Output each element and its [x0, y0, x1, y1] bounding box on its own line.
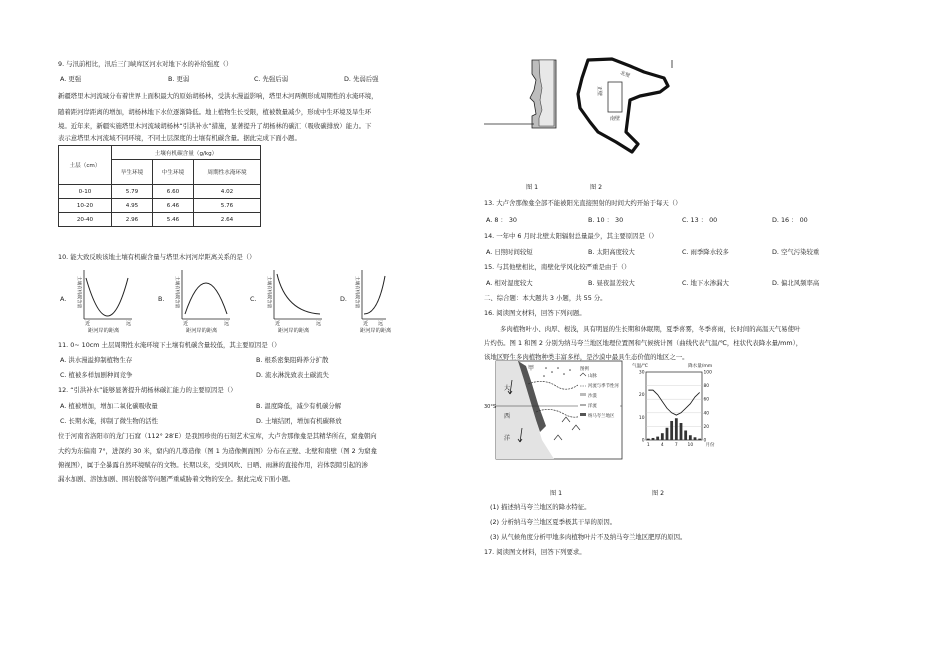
map-ocean-label: 洋 — [504, 435, 511, 442]
q12-option-b: B. 温度降低，减少有机碳分解 — [256, 402, 342, 410]
precipitation-bar — [647, 439, 650, 440]
graph-xaxis-label: 距河岸的距离 — [88, 328, 120, 334]
table-row-header: 土层（cm） — [59, 146, 112, 185]
passage1-line: 境。近年来，新疆实施塔里木河流域胡杨林“引洪补水”措施，显著提升了胡杨林的碳汇（吸收碳排放）能力。下 — [58, 122, 372, 130]
q11-option-b: B. 根系密集阻碍养分扩散 — [256, 356, 329, 364]
statue-profile — [539, 60, 554, 126]
climate-caption: 图 2 — [652, 490, 665, 497]
precipitation-bar — [680, 423, 683, 440]
prec-tick-label: 100 — [703, 370, 712, 376]
q16-para: 多肉植物叶小、肉厚、根浅，具有明显的生长期和休眠期，夏季喜雾，冬季喜雨，长时间的高温天气易使叶 — [500, 325, 801, 333]
q17-stem: 17. 阅读图文材料，回答下列要求。 — [484, 548, 586, 556]
month-tick-label: 1 — [646, 443, 650, 448]
graph-curve-d — [364, 276, 385, 314]
precipitation-bar — [675, 418, 678, 440]
prec-tick-label: 40 — [703, 411, 710, 417]
legend-region-icon — [580, 413, 586, 416]
table-cell: 6.46 — [153, 199, 194, 213]
graph-near-label: 近 — [363, 321, 369, 327]
prec-tick-label: 20 — [703, 424, 710, 430]
south-wall-label: 南壁 — [610, 116, 621, 122]
passage2-line: 俯视图），属于全暴露自然环境赋存的文物。长期以来，受到风吹、日晒、雨淋的直接作用，岩体裂隙引起的渗 — [58, 461, 368, 469]
table-cell: 2.96 — [112, 213, 153, 227]
table-cell: 4.95 — [112, 199, 153, 213]
legend-title: 图例 — [580, 367, 589, 372]
q15-option-d: D. 偏北风频率高 — [772, 279, 820, 287]
q14-option-a: A. 日照时间较短 — [486, 248, 533, 256]
q15-option-b: B. 昼夜温差较大 — [588, 279, 635, 287]
passage1-line: 新疆塔里木河流域分布着世界上面积最大的原始胡杨林，受洪水漫溢影响，塔里木河两侧形成周期性的水淹环境， — [58, 92, 378, 100]
q14-stem: 14. 一年中 6 月时北壁太阳辐射总量最少，其主要原因是（） — [484, 232, 658, 240]
fig2-caption: 图 2 — [590, 184, 603, 191]
legend-item: 河流与季节性河 — [588, 384, 619, 389]
graph-yaxis-label: 土壤有机碳含量 — [174, 276, 179, 309]
precipitation-bar — [661, 433, 664, 440]
month-tick-label: 4 — [660, 443, 664, 448]
graph-xaxis-label: 距河岸的距离 — [360, 328, 392, 334]
q12-option-c: C. 长期水淹，抑制了微生物的活性 — [60, 417, 158, 425]
graph-far-label: 远 — [316, 321, 322, 327]
table-cell: 0-10 — [59, 185, 112, 199]
map-ocean-label: 大 — [504, 385, 511, 392]
map-ocean-label: 西 — [504, 413, 511, 420]
q11-option-c: C. 植被多样加剧种间竞争 — [60, 371, 133, 379]
q16-para: 该地区野生多肉植物种类丰富多样，是沙漠中最具生态价值的地区之一。 — [484, 353, 689, 361]
q13-option-b: B. 10 ： 30 — [588, 216, 624, 224]
precipitation-bar — [694, 437, 697, 440]
q14-option-c: C. 雨季降水较多 — [682, 248, 729, 256]
q12-option-a: A. 植被增加，增加二氧化碳吸收量 — [60, 402, 158, 410]
section-heading: 二、综合题：本大题共 3 小题，共 55 分。 — [484, 294, 607, 302]
graph-near-label: 近 — [275, 321, 281, 327]
precipitation-bar — [689, 435, 692, 440]
q13-stem: 13. 大卢舍那像龛全部不能被阳光直接照射的时间大约开始于每天（） — [484, 199, 682, 207]
statue-side-figure — [484, 58, 564, 128]
q9-option-d: D. 先弱后强 — [344, 75, 379, 83]
graph-near-label: 近 — [85, 321, 91, 327]
table-cell: 6.60 — [153, 185, 194, 199]
graph-far-label: 远 — [126, 321, 132, 327]
graph-curve-c — [277, 274, 320, 314]
graph-near-label: 近 — [183, 321, 189, 327]
month-tick-label: 10 — [687, 443, 694, 448]
prec-axis-label: 降水量/mm — [688, 364, 713, 369]
graph-letter-a: A. — [60, 295, 67, 303]
month-tick-label: 月份 — [705, 443, 715, 448]
table-cell: 10-20 — [59, 199, 112, 213]
north-wall-label: 北壁 — [619, 70, 631, 80]
legend-item: 纳马夸兰地区 — [588, 414, 615, 419]
table-cell: 5.79 — [112, 185, 153, 199]
table-group-header: 土壤有机碳含量（g/kg） — [112, 146, 261, 160]
q15-option-c: C. 地下水渗漏大 — [682, 279, 729, 287]
temp-tick-label: 10 — [638, 415, 645, 421]
precipitation-bar — [652, 438, 655, 440]
table-column-header: 周期性水淹环境 — [194, 160, 261, 185]
graph-curve-b — [185, 283, 227, 314]
q15-stem: 15. 与其他壁相比，南壁化学风化较严重是由于（） — [484, 263, 631, 271]
table-row — [59, 199, 261, 213]
q16-sub-2: (2) 分析纳马夸兰地区夏季极其干旱的原因。 — [490, 518, 617, 526]
soil-carbon-table — [58, 145, 261, 227]
precipitation-bar — [666, 428, 669, 440]
graph-far-label: 远 — [378, 321, 384, 327]
q12-stem: 12. “引洪补水”能够显著提升胡杨林碳汇能力的主要原因是（） — [58, 386, 237, 394]
q9-option-b: B. 更弱 — [168, 75, 190, 83]
graph-yaxis-label: 土壤有机碳含量 — [76, 276, 81, 309]
graph-letter-c: C. — [250, 295, 257, 303]
map-caption: 图 1 — [550, 490, 563, 497]
q9-option-a: A. 更强 — [60, 75, 82, 83]
q11-stem: 11. 0~ 10cm 土层周期性水淹环境下土壤有机碳含量较低，其主要原因是（） — [58, 341, 281, 349]
map-location-label: 甲 — [528, 365, 535, 372]
legend-item: 沙漠 — [588, 394, 597, 399]
passage1-line: 表示意塔里木河流域不同环境，不同土层深度的土壤有机碳含量。据此完成下面小题。 — [58, 134, 301, 142]
graph-letter-d: D. — [340, 295, 347, 303]
graph-yaxis-label: 土壤有机碳含量 — [266, 276, 271, 309]
table-column-header: 旱生环境 — [112, 160, 153, 185]
table-cell: 4.02 — [194, 185, 261, 199]
precipitation-bar — [698, 439, 701, 440]
q14-option-b: B. 太阳高度较大 — [588, 248, 635, 256]
table-cell: 20-40 — [59, 213, 112, 227]
precipitation-bar — [656, 437, 659, 440]
q16-sub-1: (1) 描述纳马夸兰地区的降水特征。 — [490, 503, 591, 511]
table-cell: 5.46 — [153, 213, 194, 227]
q9-option-c: C. 先强后弱 — [254, 75, 289, 83]
temp-tick-label: 20 — [638, 393, 645, 399]
q16-stem: 16. 阅读图文材料，回答下列问题。 — [484, 309, 586, 317]
q14-option-d: D. 空气污染较重 — [772, 248, 820, 256]
namaqualand-map — [484, 360, 624, 482]
passage1-line: 随着距河岸距离的增加，胡杨林地下水位逐渐降低。地上植物生长受限，植被数量减少，形成中生环境及旱生环 — [58, 108, 372, 116]
passage2-line: 位于河南省洛阳市的龙门石窟（112° 28′E）是我国珍贵的石刻艺术宝库，大卢舍那像龛是其精华所在，窟龛朝向 — [58, 432, 377, 440]
q12-option-d: D. 土壤结团，增加有机碳释放 — [256, 417, 342, 425]
chart-plot-area — [646, 372, 702, 440]
graph-curve-a — [86, 278, 128, 316]
q13-option-d: D. 16 ： 00 — [772, 216, 808, 224]
latitude-label: 30°S — [484, 404, 497, 410]
q11-option-a: A. 洪水漫溢抑制植物生存 — [60, 356, 133, 364]
graph-xaxis-label: 距河岸的距离 — [186, 328, 218, 334]
q16-para: 片灼伤。图 1 和图 2 分别为纳马夸兰地区地理位置图和气候统计图（曲线代表气温/℃，柱状代表降水量/mm）， — [484, 339, 803, 347]
table-row — [59, 213, 261, 227]
q11-option-d: D. 流水淋洗致表土碳流失 — [256, 371, 329, 379]
passage2-line: 大约为东偏南 7°，进深约 30 米，窟内的几尊造像（图 1 为造像侧面图）分布在正壁、北壁和南壁（图 2 为窟龛 — [58, 447, 377, 455]
q10-stem: 10. 能大致反映该地土壤有机碳含量与塔里木河河岸距离关系的是（） — [58, 253, 256, 261]
legend-item: 山脉 — [588, 374, 597, 379]
legend-item: 洋流 — [588, 404, 597, 409]
q16-sub-3: (3) 从气候角度分析甲地多肉植物叶片不及纳马夸兰地区肥厚的原因。 — [490, 533, 687, 541]
temp-axis-label: 气温/℃ — [632, 364, 648, 369]
graph-yaxis-label: 土壤有机碳含量 — [354, 276, 359, 309]
graph-letter-b: B. — [158, 295, 165, 303]
prec-tick-label: 80 — [703, 384, 710, 390]
cave-plan-figure — [568, 56, 683, 158]
graph-xaxis-label: 距河岸的距离 — [278, 328, 310, 334]
q10-graphs — [58, 264, 392, 336]
main-wall-label: 正壁 — [596, 86, 602, 97]
q13-option-a: A. 8 ： 30 — [486, 216, 517, 224]
graph-far-label: 远 — [224, 321, 230, 327]
climate-chart — [632, 360, 722, 458]
q9-stem: 9. 与汛前相比，汛后三门峡库区河水对地下水的补给强度（） — [58, 60, 233, 68]
table-cell: 2.64 — [194, 213, 261, 227]
precipitation-bar — [670, 421, 673, 440]
legend-desert-icon — [580, 393, 586, 396]
month-tick-label: 7 — [674, 443, 678, 448]
temp-tick-label: 0 — [641, 438, 645, 444]
precipitation-bar — [684, 430, 687, 440]
table-row — [59, 185, 261, 199]
q15-option-a: A. 相对湿度较大 — [486, 279, 533, 287]
prec-tick-label: 60 — [703, 397, 710, 403]
q13-option-c: C. 13 ： 00 — [682, 216, 718, 224]
table-cell: 5.76 — [194, 199, 261, 213]
prec-tick-label: 0 — [703, 438, 707, 444]
fig1-caption: 图 1 — [526, 184, 539, 191]
table-column-header: 中生环境 — [153, 160, 194, 185]
temp-tick-label: 30 — [638, 370, 645, 376]
passage2-line: 漏水加剧、溶蚀加剧、围岩脱落等问题严重威胁着文物的安全。据此完成下面小题。 — [58, 475, 295, 483]
statue-platform — [608, 82, 622, 112]
